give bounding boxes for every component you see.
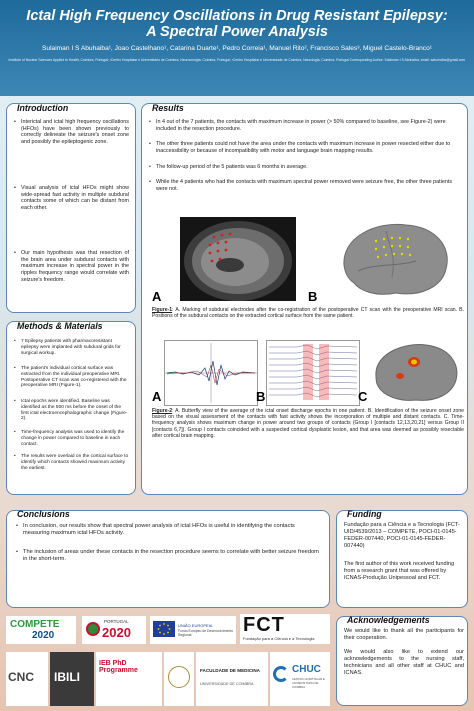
methods-item: • 7 Epilepsy patients with pharmacoresistant epilepsy were implanted with subdural grids for surgical workup.: [21, 339, 129, 356]
chuc-emblem-icon: [273, 666, 289, 682]
acknowledgements-section: [336, 616, 468, 706]
figure2-letter-c: C: [358, 389, 368, 404]
results-section: [141, 103, 468, 495]
methods-item: • Ictal epochs were identified. Baseline was identified as the 500 ms before the onset of the first ictal electroencephalographic change (Figure-2).: [21, 399, 129, 422]
time-frequency-brain-map: [370, 340, 462, 404]
figure2-caption: Figure-2: A. Butterfly view of the average of the ictal onset discharge epochs in one patient. B. Identification of the seizure onset zone based on the visual assessment of the contacts with fast activity shows the incorporation of multiple and distant contacts. C. Time-frequency analysis shows maximum change in power around two groups of contacts (Group I [contacts 12,13,20,21] versus Group II [contacts 6,7]). Group I contacts coincided with a suspected cortical dysplastic lesion, and that area was deemed as possibly resectable after cortical brain mapping.: [152, 408, 464, 439]
figure2-panel-b: [266, 340, 360, 406]
intro-paragraph: • Our main hypothesis was that resection of the brain area under subdural contacts with maximum increase in spectral power in the ripples frequency range would correlate with seizure's freedom.: [21, 250, 129, 284]
title-line-1: Ictal High Frequency Oscillations in Drug Resistant Epilepsy:: [26, 8, 448, 24]
fct-logo: FCT Fundação para a Ciência e a Tecnologia: [240, 614, 330, 644]
introduction-section: [6, 103, 136, 313]
figure1-panel-a: [180, 217, 296, 301]
results-item: • In 4 out of the 7 patients, the contacts with maximum increase in power (> 50% compared to baseline, see Figure-2) were included in the resection procedure.: [156, 119, 461, 132]
funding-paragraph: The first author of this work received funding from a research grant that was offered by ICNAS-Produção Unipessoal and FCT.: [344, 561, 455, 581]
figure2-panel-a: [164, 340, 258, 406]
portugal2020-logo: PORTUGAL 2020: [82, 616, 146, 644]
portugal-emblem-icon: [86, 622, 100, 636]
uc-seal-icon: [164, 652, 194, 706]
affiliations: ¹Institute of Nuclear Sciences Applied to Health, Coimbra, Portugal; ²Centro Hospitalar e Universitário de Coimbra, Neurocirurgia, Coimbra, Portugal; ³Centro Hospitalar e Universidade de Coimbra, Neurologia, Coimbra, Portugal Corresponding Author: Sulaiman I S Abuhaiba, email: sabuhaiba@gmail.com: [8, 58, 466, 62]
intro-paragraph: • Visual analysis of ictal HFOs might show wide-spread fast activity in multiple subdural contacts some of which can be distant from each other.: [21, 185, 129, 212]
conclusions-heading: Conclusions: [17, 509, 70, 519]
author-list: Sulaiman I S Abuhaiba¹, Joao Castelhano¹, Catarina Duarte¹, Pedro Correia¹, Manuel Rito², Francisco Sales³, Miguel Castelo-Branco¹: [42, 45, 432, 52]
ack-paragraph: We would also like to extend our acknowledgements to the nursing staff, technicians and all other staff at CHUC and ICNAS.: [344, 649, 464, 676]
ieb-phd-logo: IEB PhD Programme: [96, 652, 162, 706]
results-item: • The follow-up period of the 5 patients was 6 months in average.: [156, 164, 461, 171]
methods-heading: Methods & Materials: [17, 321, 103, 331]
figure1-label: Figure-1: [152, 307, 173, 313]
intro-paragraph: • Interictal and ictal high frequency oscillations (HFOs) have been shown previously to correctly delineate the seizure's onset zone and possibly the epileptogenic zone.: [21, 119, 129, 146]
chuc-logo: CHUC CENTRO HOSPITALAR E UNIVERSITÁRIO DE COIMBRA: [270, 652, 330, 706]
figure1-letter-a: A: [152, 289, 162, 304]
results-item: • While the 4 patients who had the contacts with maximum spectral power removed were seizure free, the other three patients were not.: [156, 179, 461, 192]
funding-heading: Funding: [347, 509, 382, 519]
methods-section: [6, 321, 136, 495]
mri-brain-image: [180, 217, 296, 301]
figure1-panel-b: [336, 217, 454, 301]
faculdade-medicina-logo: FACULDADE DE MEDICINA UNIVERSIDADE DE COIMBRA: [196, 652, 268, 706]
figure1-letter-b: B: [308, 289, 318, 304]
conclusions-item: • In conclusion, our results show that spectral power analysis of ictal HFOs is useful in identifying the contacts measuring maximum ictal HFOs activity.: [23, 523, 321, 537]
cortical-surface-image: [336, 217, 454, 301]
eeg-traces-image: [267, 341, 359, 405]
conclusions-item: • The inclusion of areas under these contacts in the resection procedure seems to correlate with better seizure freedom in the short-term.: [23, 549, 321, 563]
poster-title: [0, 8, 474, 40]
figure2-letter-a: A: [152, 389, 162, 404]
cnc-logo: CNC: [6, 652, 48, 706]
ibili-logo: IBILI: [50, 652, 94, 706]
figure2-panel-c: [370, 340, 462, 404]
compete-logo: COMPETE 2020: [6, 616, 76, 644]
title-line-2: A Spectral Power Analysis: [146, 24, 328, 40]
figure1-caption: Figure-1: A. Marking of subdural electrodes after the co-registration of the postoperative CT scan with the preoperative MRI scan. B. Positions of the subdural contacts on the extracted cortical surface from the same patient.: [152, 307, 464, 320]
butterfly-eeg-plot: [165, 341, 257, 405]
funding-section: [336, 510, 468, 608]
conclusions-section: [6, 510, 330, 608]
eu-flag-icon: [153, 621, 175, 637]
results-item: • The other three patients could not have the area under the contacts with maximum increase in power resected either due to inaccessibility or because of incompatibility with motor and language brain mapping results.: [156, 141, 461, 154]
figure2-letter-b: B: [256, 389, 266, 404]
methods-item: • Time-frequency analysis was used to identify the change in power compared to baseline in each contact.: [21, 430, 129, 447]
eu-logo: UNIÃO EUROPEIA Fundo Europeu de Desenvolvimento Regional: [150, 616, 236, 644]
methods-item: • The patient's individual cortical surface was extracted from the individual preoperative MRI. Postoperative CT scan was co-registered with the preoperative MRI (Figure-1).: [21, 366, 129, 389]
figure2-label: Figure-2: [152, 408, 173, 414]
funding-paragraph: Fundação para a Ciência e a Tecnologia (FCT-UID/4539/2013 – COMPETE, POCI-01-0145-FEDER-007440, POCI-01-0145-FEDER-007440): [344, 522, 460, 549]
acknowledgements-heading: Acknowledgements: [347, 615, 430, 625]
methods-item: • The results were overlaid on the cortical surface to identify which contacts showed maximum activity the earliest.: [21, 454, 129, 471]
introduction-heading: Introduction: [17, 103, 69, 113]
results-heading: Results: [152, 103, 184, 113]
ack-paragraph: We would like to thank all the participants for their cooperation.: [344, 628, 464, 641]
